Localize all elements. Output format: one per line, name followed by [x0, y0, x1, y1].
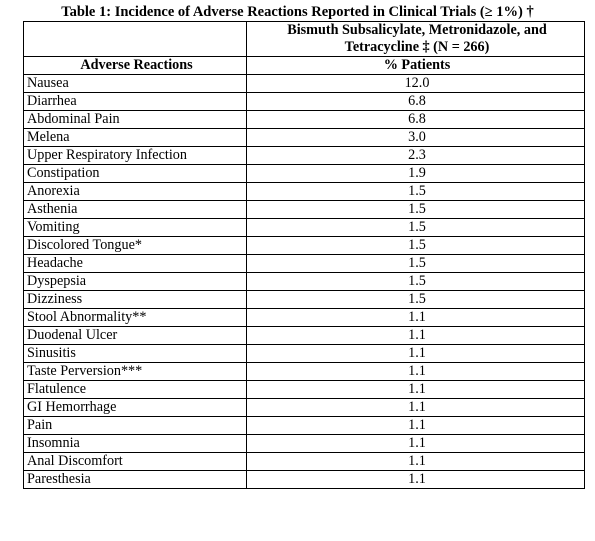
reaction-name-cell: GI Hemorrhage	[24, 399, 247, 417]
reaction-name-cell: Diarrhea	[24, 93, 247, 111]
table-row	[24, 129, 585, 147]
table-row	[24, 93, 585, 111]
table-caption: Table 1: Incidence of Adverse Reactions Reported in Clinical Trials (≥ 1%) †	[61, 4, 534, 20]
table-row	[24, 453, 585, 471]
percent-value-cell: 1.1	[247, 309, 585, 327]
reaction-name-cell: Melena	[24, 129, 247, 147]
drug-regimen-header	[247, 22, 585, 57]
drug-header-line1: Bismuth Subsalicylate, Metronidazole, and	[287, 22, 547, 38]
reaction-name-cell: Anorexia	[24, 183, 247, 201]
percent-value-cell: 1.5	[247, 291, 585, 309]
percent-value-cell: 1.1	[247, 471, 585, 489]
percent-value-cell: 1.5	[247, 201, 585, 219]
percent-patients-header: % Patients	[247, 57, 585, 75]
reaction-name-cell: Upper Respiratory Infection	[24, 147, 247, 165]
percent-value-cell: 1.5	[247, 237, 585, 255]
percent-value-cell: 1.5	[247, 219, 585, 237]
empty-header-cell	[24, 22, 247, 57]
percent-value-cell: 1.5	[247, 273, 585, 291]
reaction-name-cell: Sinusitis	[24, 345, 247, 363]
table-row	[24, 345, 585, 363]
percent-value-cell: 1.1	[247, 435, 585, 453]
adverse-reactions-header: Adverse Reactions	[24, 57, 247, 75]
table-row	[24, 327, 585, 345]
table-row	[24, 75, 585, 93]
reaction-name-cell: Vomiting	[24, 219, 247, 237]
percent-value-cell: 1.5	[247, 255, 585, 273]
percent-value-cell: 1.5	[247, 183, 585, 201]
reaction-name-cell: Asthenia	[24, 201, 247, 219]
drug-header-line2: Tetracycline ‡ (N = 266)	[344, 39, 490, 55]
table-row	[24, 363, 585, 381]
reaction-name-cell: Stool Abnormality**	[24, 309, 247, 327]
table-row	[24, 381, 585, 399]
percent-value-cell: 1.1	[247, 399, 585, 417]
reaction-name-cell: Pain	[24, 417, 247, 435]
table-row	[24, 237, 585, 255]
reaction-name-cell: Taste Perversion***	[24, 363, 247, 381]
table-row	[24, 399, 585, 417]
percent-value-cell: 1.1	[247, 363, 585, 381]
reaction-name-cell: Dyspepsia	[24, 273, 247, 291]
table-row	[24, 165, 585, 183]
reaction-name-cell: Paresthesia	[24, 471, 247, 489]
drug-header-row	[24, 22, 585, 57]
table-row	[24, 273, 585, 291]
table-row	[24, 219, 585, 237]
reaction-name-cell: Dizziness	[24, 291, 247, 309]
reaction-name-cell: Abdominal Pain	[24, 111, 247, 129]
percent-value-cell: 1.1	[247, 345, 585, 363]
percent-value-cell: 6.8	[247, 93, 585, 111]
table-row	[24, 147, 585, 165]
percent-value-cell: 1.9	[247, 165, 585, 183]
percent-value-cell: 1.1	[247, 453, 585, 471]
percent-value-cell: 2.3	[247, 147, 585, 165]
table-row	[24, 417, 585, 435]
reaction-name-cell: Duodenal Ulcer	[24, 327, 247, 345]
reaction-name-cell: Discolored Tongue*	[24, 237, 247, 255]
reaction-name-cell: Flatulence	[24, 381, 247, 399]
table-row	[24, 111, 585, 129]
table-row	[24, 309, 585, 327]
reaction-name-cell: Anal Discomfort	[24, 453, 247, 471]
percent-value-cell: 1.1	[247, 381, 585, 399]
table-row	[24, 291, 585, 309]
table-row	[24, 255, 585, 273]
table-row	[24, 183, 585, 201]
percent-value-cell: 1.1	[247, 327, 585, 345]
adverse-reactions-table	[23, 21, 585, 489]
reaction-name-cell: Insomnia	[24, 435, 247, 453]
column-header-row	[24, 57, 585, 75]
table-row	[24, 435, 585, 453]
table-row	[24, 201, 585, 219]
percent-value-cell: 3.0	[247, 129, 585, 147]
percent-value-cell: 12.0	[247, 75, 585, 93]
percent-value-cell: 1.1	[247, 417, 585, 435]
reaction-name-cell: Constipation	[24, 165, 247, 183]
percent-value-cell: 6.8	[247, 111, 585, 129]
reaction-name-cell: Headache	[24, 255, 247, 273]
table-row	[24, 471, 585, 489]
reaction-name-cell: Nausea	[24, 75, 247, 93]
